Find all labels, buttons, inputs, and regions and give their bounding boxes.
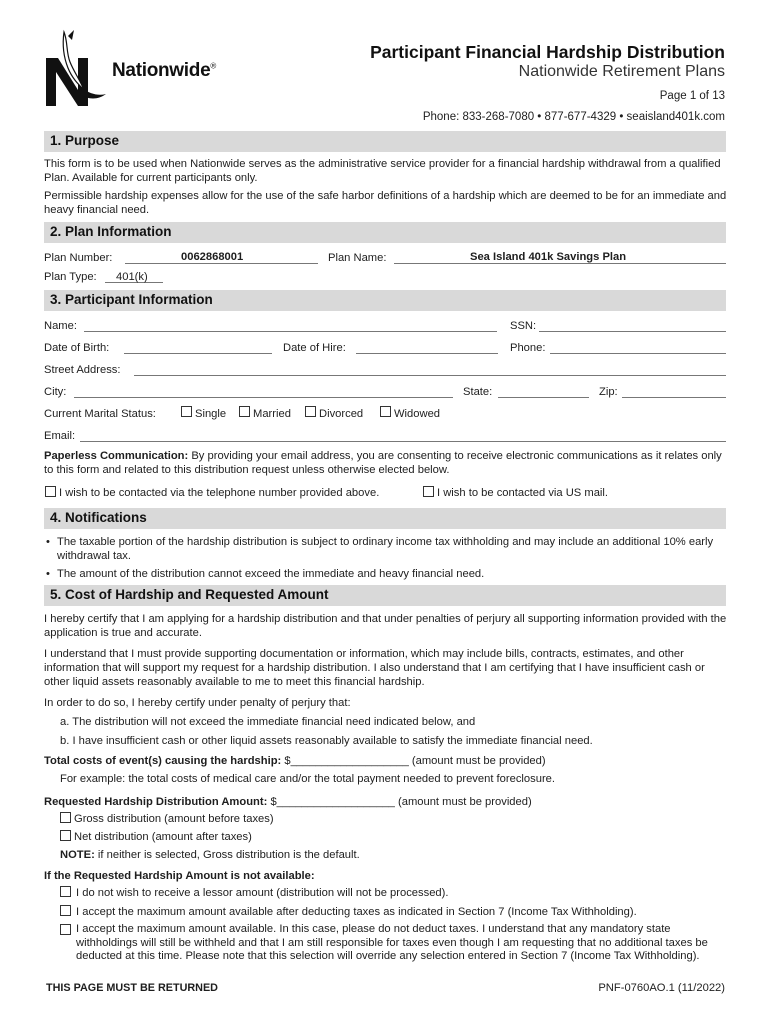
- default-note: [60, 848, 360, 862]
- single-checkbox[interactable]: [181, 406, 192, 417]
- street-field[interactable]: [134, 375, 726, 376]
- single-label: Single: [195, 408, 227, 420]
- divorced-checkbox[interactable]: [305, 406, 316, 417]
- bullet-1-icon: •: [46, 536, 50, 548]
- certify-paragraph-1: I hereby certify that I am applying for a hardship distribution and that under penalties of perjury all supporting information provided with the application is true and accurate.: [44, 613, 727, 639]
- logo-wordmark: Nationwide®: [112, 60, 216, 81]
- email-field[interactable]: [80, 441, 726, 442]
- certify-item-a: a. The distribution will not exceed the immediate financial need indicated below, and: [60, 716, 476, 728]
- notification-2: The amount of the distribution cannot exceed the immediate and heavy financial need.: [57, 568, 485, 580]
- contact-mail-checkbox[interactable]: [423, 486, 434, 497]
- plan-number-label: Plan Number:: [44, 252, 113, 264]
- certify-paragraph-3: In order to do so, I hereby certify under penalty of perjury that:: [44, 697, 351, 709]
- widowed-checkbox[interactable]: [380, 406, 391, 417]
- doh-label: Date of Hire:: [283, 342, 346, 354]
- zip-field[interactable]: [622, 397, 726, 398]
- plan-name-label: Plan Name:: [328, 252, 387, 264]
- street-label: Street Address:: [44, 364, 121, 376]
- footer-form-id: PNF-0760AO.1 (11/2022): [598, 982, 725, 994]
- option-3-label: I accept the maximum amount available. In this case, please do not deduct taxes. I understand that any mandatory state withholdings will still be withheld and that I am still responsible for taxes even though I am requesting that no additional taxes be deducted at this time. Please note that this selection will override any selection entered in Section 7 (Income Tax Withholding).: [76, 923, 708, 962]
- option-2-checkbox[interactable]: [60, 905, 71, 916]
- plan-number-line: [125, 263, 318, 264]
- state-field[interactable]: [498, 397, 589, 398]
- total-costs-line[interactable]: [44, 754, 546, 768]
- ssn-label: SSN:: [510, 320, 537, 332]
- divorced-label: Divorced: [319, 408, 364, 420]
- section-participant-header: 3. Participant Information: [44, 290, 726, 311]
- purpose-paragraph-2: Permissible hardship expenses allow for the use of the safe harbor definitions of a hardship which are deemed to be for an immediate and heavy financial need.: [44, 190, 727, 216]
- certify-item-b: b. I have insufficient cash or other liquid assets reasonably available to satisfy the immediate financial need.: [60, 735, 593, 747]
- plan-number-value[interactable]: 0062868001: [181, 251, 244, 263]
- certify-paragraph-2: I understand that I must provide supporting documentation or information, which may include bills, contracts, estimates, and other information that will support my request for a hardship distribution. I also understand that I am certifying that I have insufficient cash or other liquid assets reasonably available to me to meet this financial hardship.: [44, 648, 705, 688]
- section-purpose-header: 1. Purpose: [44, 131, 726, 152]
- state-label: State:: [463, 386, 493, 398]
- section-notifications-header: 4. Notifications: [44, 508, 726, 529]
- paperless-text: By providing your email address, you are consenting to receive electronic communications as it relates only to this form and related to this distribution request unless otherwise elected below.: [44, 450, 722, 476]
- net-checkbox[interactable]: [60, 830, 71, 841]
- requested-amount-line[interactable]: [44, 795, 532, 809]
- paperless-heading: Paperless Communication:: [44, 450, 189, 462]
- requested-amount-label: Requested Hardship Distribution Amount:: [44, 796, 268, 808]
- widowed-label: Widowed: [394, 408, 441, 420]
- note-text: if neither is selected, Gross distribution is the default.: [94, 849, 360, 861]
- ssn-field[interactable]: [539, 331, 726, 332]
- section-plan-info-header: 2. Plan Information: [44, 222, 726, 243]
- notification-1: The taxable portion of the hardship distribution is subject to ordinary income tax withholding and may include an additional 10% early withdrawal tax.: [57, 536, 714, 562]
- email-label: Email:: [44, 430, 76, 442]
- total-costs-field[interactable]: $___________________ (amount must be provided): [281, 755, 546, 767]
- form-title: Participant Financial Hardship Distribution: [370, 42, 725, 62]
- marital-status-label: Current Marital Status:: [44, 408, 156, 420]
- married-checkbox[interactable]: [239, 406, 250, 417]
- contact-mail-label: I wish to be contacted via US mail.: [437, 487, 608, 499]
- option-2-label: I accept the maximum amount available after deducting taxes as indicated in Section 7 (Income Tax Withholding).: [76, 906, 637, 918]
- plan-name-value[interactable]: Sea Island 401k Savings Plan: [470, 251, 627, 263]
- contact-phone-checkbox[interactable]: [45, 486, 56, 497]
- footer-return-notice: THIS PAGE MUST BE RETURNED: [46, 982, 218, 994]
- option-1-label: I do not wish to receive a lessor amount (distribution will not be processed).: [76, 887, 449, 899]
- name-field[interactable]: [84, 331, 497, 332]
- purpose-paragraph-1: This form is to be used when Nationwide serves as the administrative service provider for a financial hardship withdrawal from a qualified Plan. Available for current participants only.: [44, 158, 721, 184]
- page-number: Page 1 of 13: [659, 90, 725, 102]
- phone-label: Phone:: [510, 342, 546, 354]
- net-label: Net distribution (amount after taxes): [74, 831, 252, 843]
- contact-phone-line: Phone: 833-268-7080 • 877-677-4329 • seaisland401k.com: [422, 111, 725, 123]
- plan-name-line: [394, 263, 726, 264]
- note-label: NOTE:: [60, 849, 95, 861]
- contact-phone-label: I wish to be contacted via the telephone number provided above.: [59, 487, 380, 499]
- city-label: City:: [44, 386, 67, 398]
- gross-checkbox[interactable]: [60, 812, 71, 823]
- phone-field[interactable]: [550, 353, 726, 354]
- section-cost-header: 5. Cost of Hardship and Requested Amount: [44, 585, 726, 606]
- requested-amount-field[interactable]: $___________________ (amount must be provided): [267, 796, 532, 808]
- option-3-checkbox[interactable]: [60, 924, 71, 935]
- not-available-heading: If the Requested Hardship Amount is not available:: [44, 870, 315, 882]
- bullet-2-icon: •: [46, 568, 50, 580]
- plan-type-label: Plan Type:: [44, 271, 97, 283]
- paperless-paragraph: [44, 449, 728, 477]
- total-costs-example: For example: the total costs of medical care and/or the total payment needed to prevent foreclosure.: [60, 773, 556, 785]
- doh-field[interactable]: [356, 353, 498, 354]
- city-field[interactable]: [74, 397, 453, 398]
- form-subtitle: Nationwide Retirement Plans: [518, 63, 725, 80]
- total-costs-label: Total costs of event(s) causing the hardship:: [44, 755, 282, 767]
- name-label: Name:: [44, 320, 77, 332]
- married-label: Married: [253, 408, 291, 420]
- zip-label: Zip:: [599, 386, 618, 398]
- plan-type-value[interactable]: 401(k): [116, 271, 148, 283]
- dob-label: Date of Birth:: [44, 342, 110, 354]
- gross-label: Gross distribution (amount before taxes): [74, 813, 274, 825]
- option-1-checkbox[interactable]: [60, 886, 71, 897]
- dob-field[interactable]: [124, 353, 272, 354]
